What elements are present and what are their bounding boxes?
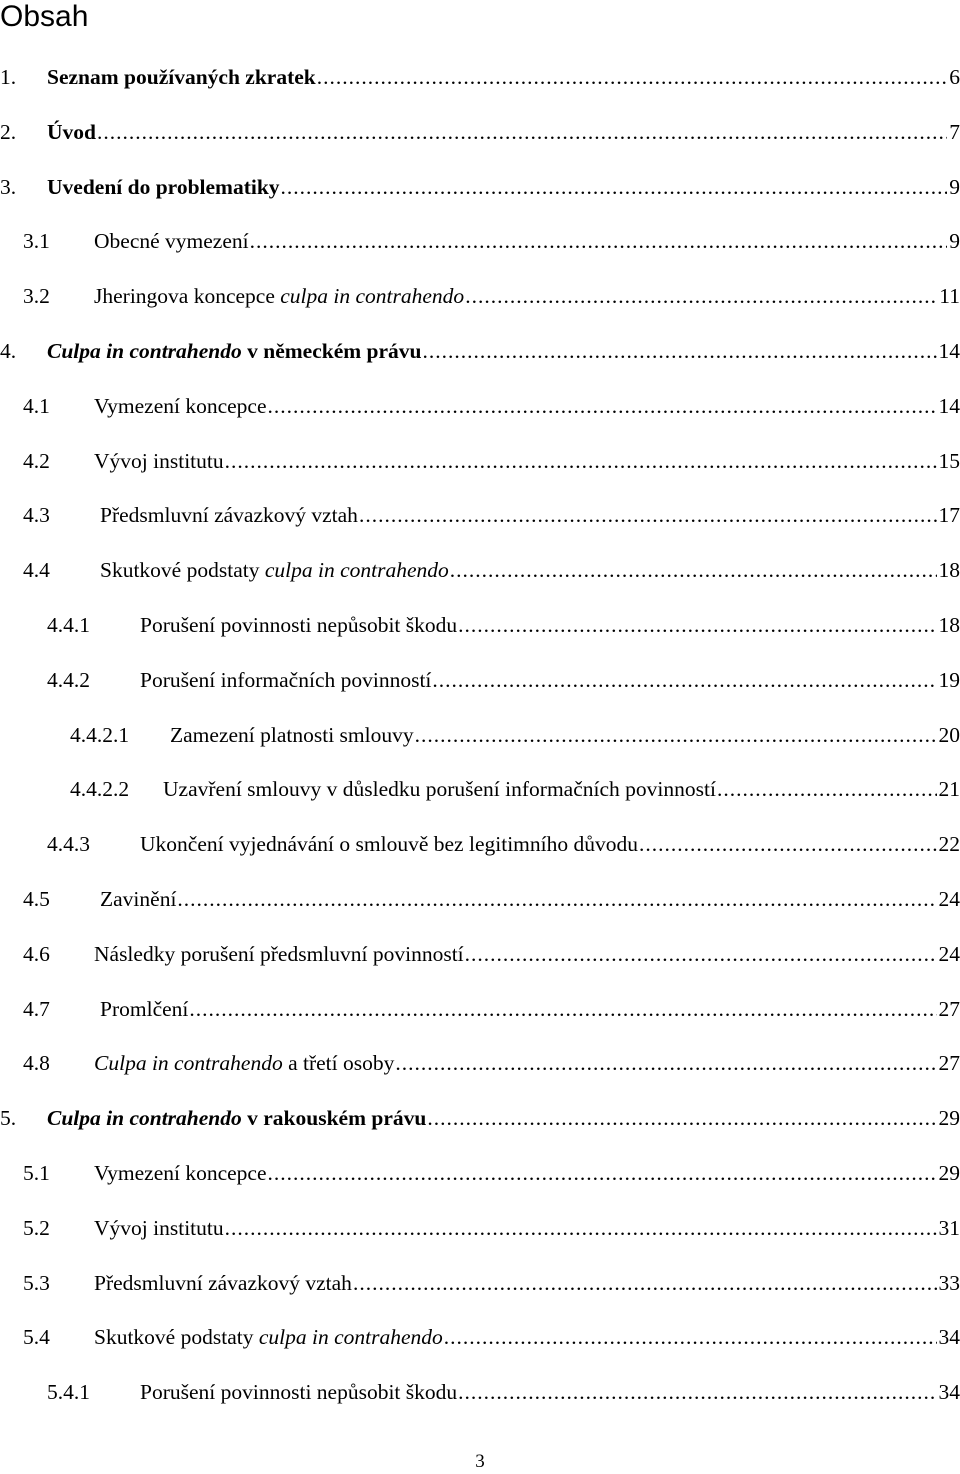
toc-entry-title-part: Skutkové podstaty [100, 555, 265, 585]
toc-entry-title-part: Uzavření smlouvy v důsledku porušení informačních povinností [163, 774, 716, 804]
toc-entry-number: 4.4.2.1 [70, 720, 129, 750]
toc-entry-title-part: Ukončení vyjednávání o smlouvě bez legitimního důvodu [140, 829, 638, 859]
dot-leader [450, 555, 937, 585]
toc-entry-page: 34 [939, 1377, 960, 1407]
toc-entry-title-part: v německém právu [242, 336, 422, 366]
toc-entry-title [100, 555, 960, 585]
dot-leader [317, 62, 948, 92]
toc-entry-title-part: Vývoj institutu [94, 446, 224, 476]
toc-entry-number: 5. [0, 1103, 16, 1133]
toc-entry-number: 3.2 [23, 281, 50, 311]
toc-entry-number: 2. [0, 117, 16, 147]
toc-entry-number: 5.2 [23, 1213, 50, 1243]
toc-entry-number: 4.4.1 [47, 610, 90, 640]
toc-entry-page: 22 [939, 829, 960, 859]
toc-entry-page: 19 [939, 665, 960, 695]
dot-leader [225, 1213, 937, 1243]
toc-entry-number: 3. [0, 172, 16, 202]
dot-leader [177, 884, 936, 914]
toc-entry-title-part: Předsmluvní závazkový vztah [94, 1268, 352, 1298]
toc-entry-title-part: Zavinění [100, 884, 176, 914]
toc-entry-page: 33 [939, 1268, 960, 1298]
toc-entry-page: 14 [939, 336, 960, 366]
toc-entry-title-part: Porušení informačních povinností [140, 665, 431, 695]
dot-leader [427, 1103, 936, 1133]
toc-entry-number: 4. [0, 336, 16, 366]
toc-entry-title-part: Vývoj institutu [94, 1213, 224, 1243]
toc-entry-title-part: Obecné vymezení [94, 226, 249, 256]
toc-entry-title-part: Culpa in contrahendo [94, 1048, 283, 1078]
toc-entry-page: 29 [939, 1103, 960, 1133]
toc-entry-title [94, 1322, 960, 1352]
dot-leader [465, 939, 937, 969]
toc-entry-page: 27 [939, 994, 960, 1024]
toc-entry-title [47, 172, 960, 202]
toc-entry[interactable] [94, 281, 960, 311]
toc-entry[interactable] [94, 1268, 960, 1298]
toc-entry-title [140, 665, 960, 695]
dot-leader [444, 1322, 937, 1352]
toc-entry-title [94, 1158, 960, 1188]
dot-leader [281, 172, 948, 202]
toc-entry-title-part: culpa in contrahendo [265, 555, 449, 585]
toc-entry-title-part: Uvedení do problematiky [47, 172, 280, 202]
toc-entry[interactable] [94, 391, 960, 421]
toc-entry-title-part: culpa in contrahendo [280, 281, 464, 311]
toc-entry-page: 9 [949, 226, 960, 256]
toc-entry-number: 5.1 [23, 1158, 50, 1188]
toc-entry[interactable] [94, 1322, 960, 1352]
toc-entry[interactable] [94, 939, 960, 969]
page-number: 3 [0, 1450, 960, 1474]
toc-entry-title [94, 1048, 960, 1078]
toc-entry-page: 34 [939, 1322, 960, 1352]
toc-entry-page: 20 [939, 720, 960, 750]
toc-entry-title-part: Zamezení platnosti smlouvy [170, 720, 414, 750]
dot-leader [395, 1048, 936, 1078]
toc-entry[interactable] [94, 446, 960, 476]
toc-entry-number: 4.2 [23, 446, 50, 476]
toc-entry-page: 29 [939, 1158, 960, 1188]
toc-entry-title [140, 610, 960, 640]
toc-entry-number: 4.4.3 [47, 829, 90, 859]
toc-entry-page: 18 [939, 610, 960, 640]
toc-entry[interactable] [170, 720, 960, 750]
toc-entry-page: 9 [949, 172, 960, 202]
toc-entry-title [47, 336, 960, 366]
toc-entry-title [47, 62, 960, 92]
toc-entry-title [47, 1103, 960, 1133]
toc-entry-page: 18 [939, 555, 960, 585]
toc-entry-title-part: Culpa in contrahendo [47, 336, 242, 366]
dot-leader [359, 500, 937, 530]
toc-entry-title-part: Vymezení koncepce [94, 391, 267, 421]
toc-entry-title [100, 500, 960, 530]
toc-entry[interactable] [100, 555, 960, 585]
toc-entry-number: 5.4.1 [47, 1377, 90, 1407]
toc-entry-title-part: culpa in contrahendo [259, 1322, 443, 1352]
toc-entry[interactable] [94, 1048, 960, 1078]
toc-entry-title-part: Jheringova koncepce [94, 281, 280, 311]
toc-entry[interactable] [94, 1158, 960, 1188]
page-title: Obsah [0, 0, 88, 34]
toc-entry-number: 4.7 [23, 994, 50, 1024]
toc-entry-title-part: Culpa in contrahendo [47, 1103, 242, 1133]
toc-entry-page: 24 [939, 884, 960, 914]
toc-entry-title-part: Porušení povinnosti nepůsobit škodu [140, 1377, 457, 1407]
dot-leader [423, 336, 937, 366]
dot-leader [415, 720, 937, 750]
toc-entry-number: 4.6 [23, 939, 50, 969]
toc-entry-title [94, 1213, 960, 1243]
toc-entry-number: 5.4 [23, 1322, 50, 1352]
toc-entry-page: 27 [939, 1048, 960, 1078]
toc-entry-title-part: Promlčení [100, 994, 188, 1024]
toc-entry[interactable] [47, 62, 960, 92]
toc-entry-title [140, 1377, 960, 1407]
toc-entry-page: 24 [939, 939, 960, 969]
toc-entry[interactable] [163, 774, 960, 804]
toc-entry-title [94, 226, 960, 256]
dot-leader [432, 665, 936, 695]
toc-entry[interactable] [100, 994, 960, 1024]
toc-entry-page: 21 [939, 774, 960, 804]
dot-leader [225, 446, 937, 476]
toc-entry-title-part: Předsmluvní závazkový vztah [100, 500, 358, 530]
toc-entry-number: 4.8 [23, 1048, 50, 1078]
toc-entry-number: 4.4 [23, 555, 50, 585]
dot-leader [189, 994, 936, 1024]
toc-entry-title-part: Seznam používaných zkratek [47, 62, 316, 92]
toc-entry-title-part: a třetí osoby [283, 1048, 395, 1078]
toc-entry-number: 4.4.2.2 [70, 774, 129, 804]
toc-entry[interactable] [100, 500, 960, 530]
toc-entry-page: 17 [939, 500, 960, 530]
toc-entry-number: 4.3 [23, 500, 50, 530]
dot-leader [268, 1158, 937, 1188]
dot-leader [268, 391, 937, 421]
toc-entry-page: 15 [939, 446, 960, 476]
toc-entry[interactable] [100, 884, 960, 914]
toc-entry-title-part: Úvod [47, 117, 96, 147]
toc-entry[interactable] [140, 1377, 960, 1407]
toc-entry-title [100, 884, 960, 914]
dot-leader [458, 610, 936, 640]
dot-leader [353, 1268, 937, 1298]
dot-leader [97, 117, 947, 147]
toc-entry[interactable] [47, 172, 960, 202]
toc-entry-title [100, 994, 960, 1024]
toc-entry[interactable] [94, 226, 960, 256]
toc-entry-number: 3.1 [23, 226, 50, 256]
toc-entry[interactable] [140, 665, 960, 695]
toc-entry-number: 4.1 [23, 391, 50, 421]
toc-entry-number: 5.3 [23, 1268, 50, 1298]
toc-entry-page: 7 [949, 117, 960, 147]
dot-leader [717, 774, 937, 804]
toc-entry-number: 1. [0, 62, 16, 92]
toc-entry-page: 11 [939, 281, 960, 311]
toc-entry[interactable] [140, 610, 960, 640]
toc-entry[interactable] [47, 336, 960, 366]
toc-entry-title [94, 391, 960, 421]
toc-entry-title [94, 1268, 960, 1298]
toc-entry-title [94, 446, 960, 476]
toc-entry[interactable] [47, 1103, 960, 1133]
toc-entry-title [170, 720, 960, 750]
toc-entry-title [47, 117, 960, 147]
toc-entry-title-part: Následky porušení předsmluvní povinností [94, 939, 464, 969]
toc-entry[interactable] [140, 829, 960, 859]
dot-leader [639, 829, 937, 859]
toc-entry-title-part: Vymezení koncepce [94, 1158, 267, 1188]
toc-entry-page: 31 [939, 1213, 960, 1243]
toc-entry-page: 6 [949, 62, 960, 92]
toc-entry-title [94, 939, 960, 969]
toc-entry-title-part: Skutkové podstaty [94, 1322, 259, 1352]
toc-entry-title-part: v rakouském právu [242, 1103, 427, 1133]
toc-entry-number: 4.4.2 [47, 665, 90, 695]
toc-entry-page: 14 [939, 391, 960, 421]
dot-leader [250, 226, 948, 256]
toc-entry-number: 4.5 [23, 884, 50, 914]
toc-entry-title [94, 281, 960, 311]
toc-entry-title [140, 829, 960, 859]
toc-entry-title [163, 774, 960, 804]
toc-entry-title-part: Porušení povinnosti nepůsobit škodu [140, 610, 457, 640]
dot-leader [465, 281, 937, 311]
dot-leader [458, 1377, 936, 1407]
toc-entry[interactable] [94, 1213, 960, 1243]
toc-entry[interactable] [47, 117, 960, 147]
